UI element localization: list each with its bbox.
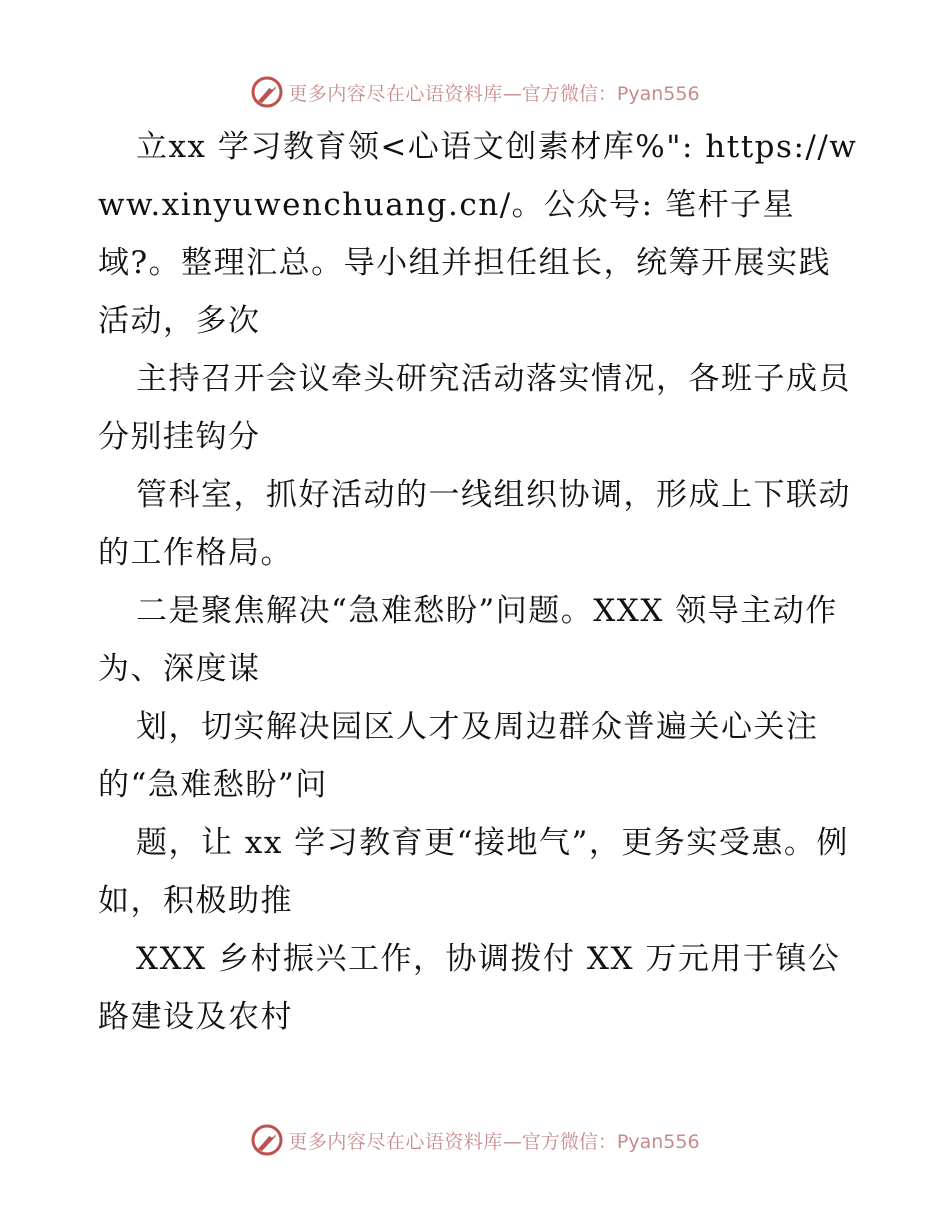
pen-logo-icon: [250, 1123, 284, 1157]
header-watermark: [0, 72, 950, 112]
document-body: [98, 118, 858, 1046]
watermark-main-text: 更多内容尽在心语资料库: [288, 82, 503, 105]
paragraph: 题，让 xx 学习教育更“接地气”，更务实受惠。例如，积极助推: [98, 825, 849, 919]
pen-logo-icon: [250, 75, 284, 109]
paragraph: 主持召开会议牵头研究活动落实情况，各班子成员分别挂钩分: [98, 361, 851, 455]
watermark-main-text: 更多内容尽在心语资料库: [288, 1130, 503, 1153]
footer-watermark: [0, 1120, 950, 1160]
paragraph: 管科室，抓好活动的一线组织协调，形成上下联动的工作格局。: [98, 477, 851, 571]
watermark-sub-text: —官方微信：Pyan556: [502, 82, 700, 105]
paragraph: XXX 乡村振兴工作，协调拨付 XX 万元用于镇公路建设及农村: [98, 941, 841, 1035]
paragraph: 划，切实解决园区人才及周边群众普遍关心关注的“急难愁盼”问: [98, 709, 819, 803]
paragraph: 二是聚焦解决“急难愁盼”问题。XXX 领导主动作为、深度谋: [98, 593, 838, 687]
watermark-sub-text: —官方微信：Pyan556: [502, 1130, 700, 1153]
paragraph: 立xx 学习教育领<心语文创素材库%": https://www.xinyuwenchuang.cn/。公众号: 笔杆子星域?。整理汇总。导小组并担任组长，统筹开展实践活动，多次: [98, 129, 858, 339]
